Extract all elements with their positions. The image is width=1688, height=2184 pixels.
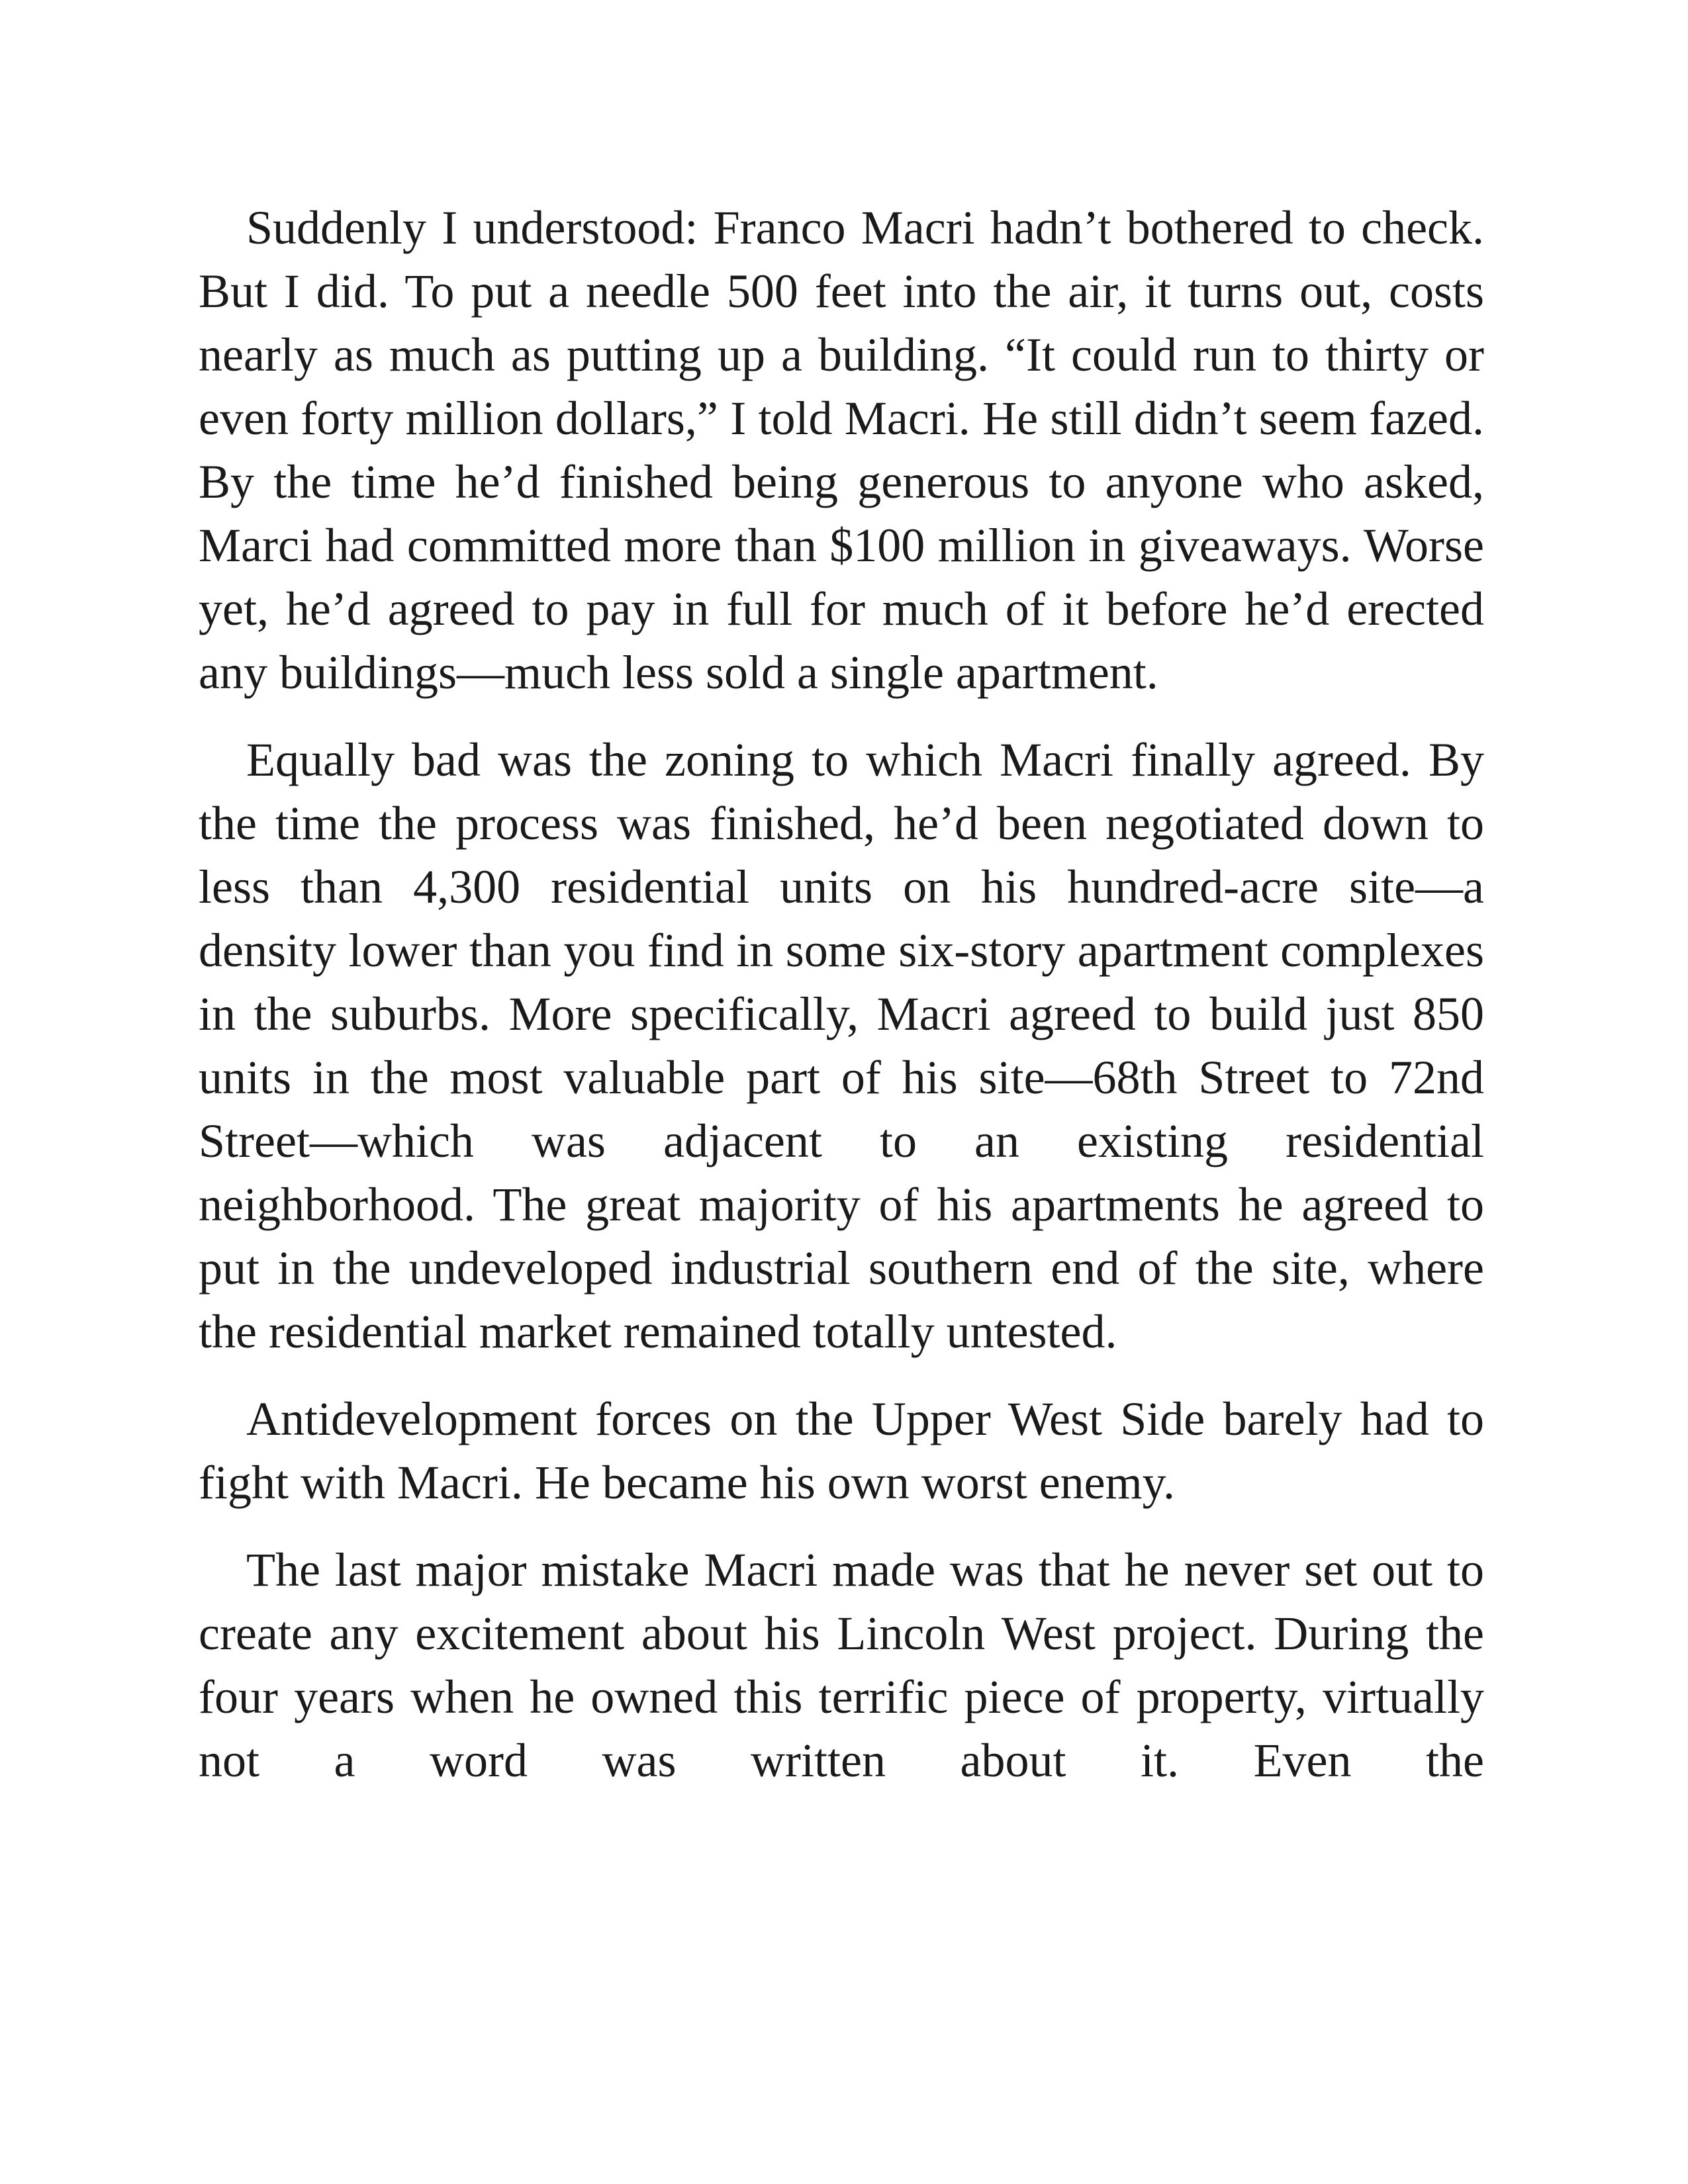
paragraph-4: The last major mistake Macri made was that he never set out to create any excitement about his Lincoln West project. During the four years when he owned this terrific piece of property, virtually not a word was written about it. Even the [199, 1543, 1484, 1787]
body-text [199, 196, 1484, 1816]
paragraph-2: Equally bad was the zoning to which Macri finally agreed. By the time the process was finished, he’d been negotiated down to less than 4,300 residential units on his hundred-acre site—a density lower than you find in some six-story apartment complexes in the suburbs. More specifically, Macri agreed to build just 850 units in the most valuable part of his site—68th Street to 72nd Street—which was adjacent to an existing residential neighborhood. The great majority of his apartments he agreed to put in the undeveloped industrial southern end of the site, where the residential market remained totally untested. [199, 733, 1484, 1358]
paragraph-3: Antidevelopment forces on the Upper West Side barely had to fight with Macri. He became his own worst enemy. [199, 1392, 1484, 1509]
paragraph-1: Suddenly I understood: Franco Macri hadn’t bothered to check. But I did. To put a needle 500 feet into the air, it turns out, costs nearly as much as putting up a building. “It could run to thirty or even forty million dollars,” I told Macri. He still didn’t seem fazed. By the time he’d finished being generous to anyone who asked, Marci had committed more than $100 million in giveaways. Worse yet, he’d agreed to pay in full for much of it before he’d erected any buildings—much less sold a single apartment. [199, 201, 1484, 699]
